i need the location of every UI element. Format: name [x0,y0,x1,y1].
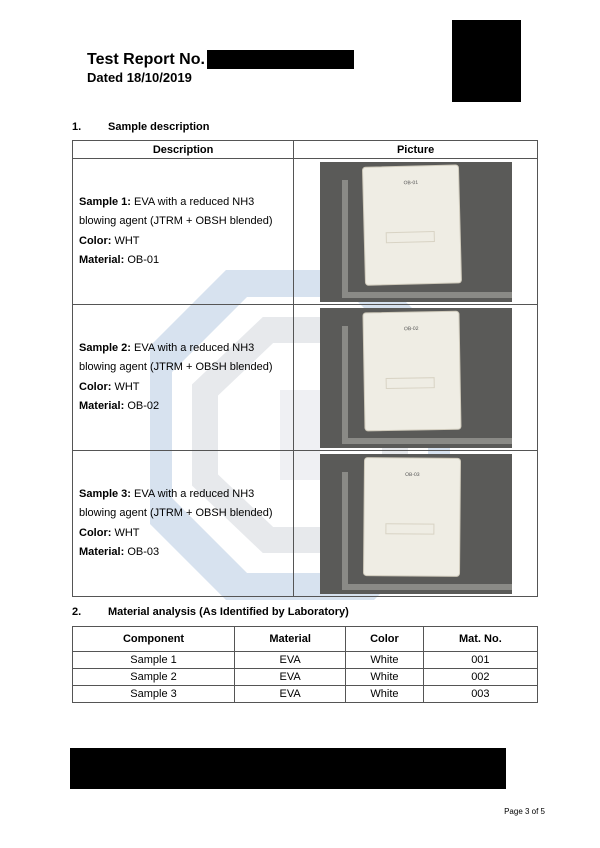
material-column-header: Component [73,627,235,652]
sample-picture-cell [294,305,538,451]
material-value: OB-02 [127,400,160,412]
table-cell: EVA [235,669,346,686]
sample-board [362,164,461,284]
material-analysis-table [72,626,538,703]
ruler-horizontal [342,438,512,444]
material-value: OB-03 [127,546,160,558]
sample-picture-cell [294,159,538,305]
sample-label: Sample 2: [79,341,131,354]
sample-photo [320,454,512,594]
table-cell: White [346,652,424,669]
sample-row [73,305,538,451]
ruler-vertical [342,180,348,298]
report-date: Dated 18/10/2019 [87,70,192,85]
table-cell: EVA [235,686,346,703]
sample-tag: OB-02 [403,325,419,332]
material-label: Material: [79,546,125,558]
table-row [73,669,538,686]
material-column-header: Material [235,627,346,652]
color-label: Color: [79,526,112,539]
color-value: WHT [114,526,140,539]
material-value: OB-01 [127,254,160,266]
sample-picture-cell [294,451,538,597]
sample-board [363,457,460,576]
color-label: Color: [79,234,112,247]
sample-description [73,451,294,597]
ruler-horizontal [342,584,512,590]
sample-row [73,159,538,305]
section-2-title: Material analysis (As Identified by Laboratory) [108,606,349,618]
ruler-vertical [342,326,348,444]
redacted-logo [452,20,521,102]
redacted-footer-block [70,748,506,789]
table-cell: Sample 2 [73,669,235,686]
table-cell: Sample 1 [73,652,235,669]
sample-photo [320,162,512,302]
ruler-vertical [342,472,348,590]
sample-photo [320,308,512,448]
table-cell: 002 [423,669,537,686]
report-title-text: Test Report No. [87,50,205,68]
material-column-header: Mat. No. [423,627,537,652]
material-label: Material: [79,400,125,412]
column-header-picture: Picture [294,141,538,159]
report-title [87,50,354,69]
color-value: WHT [114,234,140,247]
table-cell: 003 [423,686,537,703]
table-cell: Sample 3 [73,686,235,703]
sample-tag: OB-01 [403,179,418,186]
color-label: Color: [79,380,112,393]
color-value: WHT [114,380,140,393]
table-row [73,652,538,669]
section-1-heading [72,121,209,133]
table-cell: White [346,686,424,703]
sample-text: EVA with a reduced NH3 blowing agent (JTRM + OBSH blended) [79,195,273,227]
section-1-number: 1. [72,121,82,133]
material-column-header: Color [346,627,424,652]
table-cell: 001 [423,652,537,669]
section-2-heading [72,606,349,618]
table-row [73,686,538,703]
material-label: Material: [79,254,125,266]
sample-row [73,451,538,597]
section-2-number: 2. [72,606,82,618]
sample-description [73,159,294,305]
sample-description-table [72,140,538,597]
sample-text: EVA with a reduced NH3 blowing agent (JTRM + OBSH blended) [79,487,273,519]
sample-board [363,311,461,431]
section-1-title: Sample description [108,121,210,133]
column-header-description: Description [73,141,294,159]
sample-tag: OB-03 [404,471,420,478]
sample-label: Sample 1: [79,195,131,208]
ruler-horizontal [342,292,512,298]
redacted-report-number [207,50,354,69]
table-cell: EVA [235,652,346,669]
sample-text: EVA with a reduced NH3 blowing agent (JTRM + OBSH blended) [79,341,273,373]
sample-label: Sample 3: [79,487,131,500]
page-number: Page 3 of 5 [504,807,545,816]
report-header [87,50,354,85]
sample-description [73,305,294,451]
table-cell: White [346,669,424,686]
